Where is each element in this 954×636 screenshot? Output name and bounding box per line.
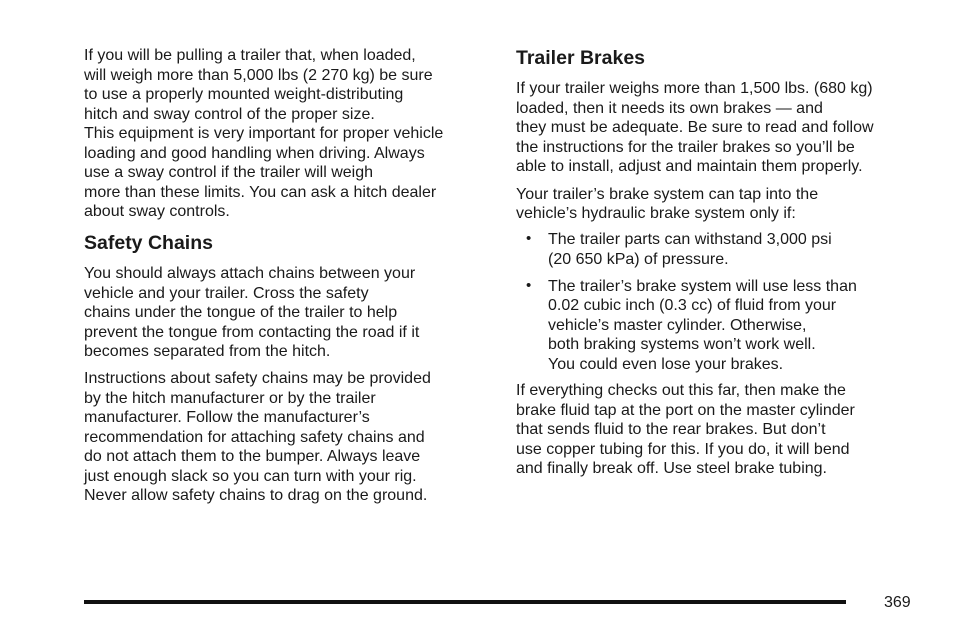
text-line: by the hitch manufacturer or by the trailer (84, 390, 376, 407)
text-line: loaded, then it needs its own brakes — and (516, 100, 823, 117)
text-line: 0.02 cubic inch (0.3 cc) of fluid from your (548, 297, 837, 314)
text-line: Your trailer’s brake system can tap into the (516, 186, 819, 203)
text-line: both braking systems won’t work well. (548, 336, 816, 353)
text-line: do not attach them to the bumper. Always leave (84, 448, 421, 465)
bullet-icon: • (526, 230, 532, 247)
text-line: chains under the tongue of the trailer to help (84, 304, 398, 321)
text-line: (20 650 kPa) of pressure. (548, 251, 729, 268)
text-line: they must be adequate. Be sure to read and follow (516, 119, 874, 136)
trailer-brakes-heading: Trailer Brakes (516, 47, 646, 69)
page-number: 369 (884, 594, 911, 611)
text-line: If you will be pulling a trailer that, when loaded, (84, 47, 416, 64)
text-line: vehicle’s master cylinder. Otherwise, (548, 317, 807, 334)
text-line: This equipment is very important for proper vehicle (84, 125, 444, 142)
text-line: will weigh more than 5,000 lbs (2 270 kg) be sure (84, 67, 433, 84)
text-line: If everything checks out this far, then make the (516, 382, 846, 399)
text-line: just enough slack so you can turn with your rig. (84, 468, 417, 485)
text-line: recommendation for attaching safety chains and (84, 429, 425, 446)
text-line: vehicle and your trailer. Cross the safety (84, 285, 369, 302)
text-line: use a sway control if the trailer will weigh (84, 164, 374, 181)
text-line: the instructions for the trailer brakes so you’ll be (516, 139, 855, 156)
text-line: You should always attach chains between your (84, 265, 416, 282)
text-line: and finally break off. Use steel brake tubing. (516, 460, 827, 477)
text-line: prevent the tongue from contacting the road if it (84, 324, 420, 341)
text-line: more than these limits. You can ask a hitch dealer (84, 184, 437, 201)
text-line: brake fluid tap at the port on the master cylinder (516, 402, 855, 419)
text-line: If your trailer weighs more than 1,500 lbs. (680 kg) (516, 80, 873, 97)
text-line: use copper tubing for this. If you do, it will bend (516, 441, 850, 458)
text-line: to use a properly mounted weight-distributing (84, 86, 404, 103)
text-line: loading and good handling when driving. Always (84, 145, 425, 162)
text-line: vehicle’s hydraulic brake system only if: (516, 205, 796, 222)
text-line: The trailer’s brake system will use less than (548, 278, 857, 295)
text-line: Never allow safety chains to drag on the ground. (84, 487, 428, 504)
text-line: manufacturer. Follow the manufacturer’s (84, 409, 370, 426)
text-line: hitch and sway control of the proper size. (84, 106, 375, 123)
text-line: about sway controls. (84, 203, 230, 220)
text-line: that sends fluid to the rear brakes. But don’t (516, 421, 826, 438)
safety-chains-heading: Safety Chains (84, 232, 213, 254)
text-line: The trailer parts can withstand 3,000 psi (548, 231, 832, 248)
text-line: able to install, adjust and maintain them properly. (516, 158, 863, 175)
text-line: becomes separated from the hitch. (84, 343, 331, 360)
bullet-icon: • (526, 277, 532, 294)
text-line: Instructions about safety chains may be provided (84, 370, 431, 387)
footer-rule (84, 600, 846, 604)
text-line: You could even lose your brakes. (548, 356, 784, 373)
